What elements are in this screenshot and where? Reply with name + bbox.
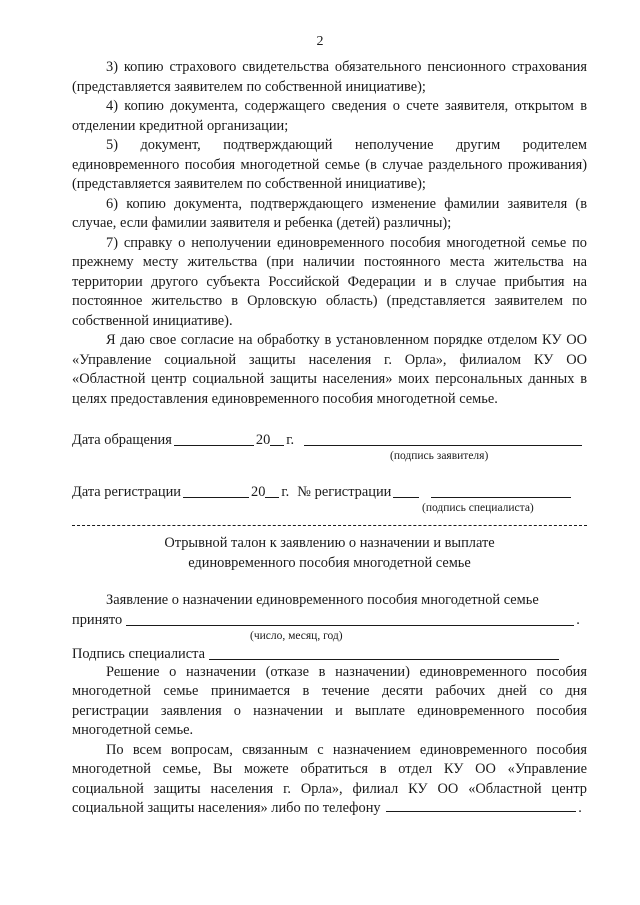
registration-date-field[interactable] [183, 483, 249, 498]
tearoff-title-line2: единовременного пособия многодетной семье [188, 554, 471, 571]
decision-paragraph: Решение о назначении (отказе в назначении) единовременного пособия многодетной семье принимается в течение десяти рабочих дней со дня регистрации заявления о назначении и выплате единовременного пособия многодетной семье. [72, 663, 587, 738]
specialist-signature-caption: (подпись специалиста) [422, 502, 534, 514]
list-item-6: 6) копию документа, подтверждающего изменение фамилии заявителя (в случае, если фамилии заявителя и ребенка (детей) различны); [72, 195, 587, 231]
application-date-field[interactable] [174, 431, 254, 446]
specialist-signature-field[interactable] [431, 483, 571, 498]
application-year-prefix: 20 [255, 432, 271, 448]
document-body [72, 58, 587, 819]
contact-paragraph: По всем вопросам, связанным с назначением единовременного пособия многодетной семье, Вы можете обратиться в отдел КУ ОО «Управление социальной защиты населения г. Орла», филиал КУ ОО «Областной центр социальной защиты населения» либо по телефону . [72, 741, 587, 816]
registration-date-label: Дата регистрации [72, 484, 182, 500]
application-date-row [72, 431, 587, 449]
registration-year-field[interactable] [265, 483, 279, 498]
tearoff-received-text: Заявление о назначении единовременного пособия многодетной семье [106, 592, 539, 608]
specialist-signature-label: Подпись специалиста [72, 645, 205, 662]
accepted-label: принято [72, 611, 123, 628]
accepted-date-caption: (число, месяц, год) [250, 629, 343, 642]
tear-line [72, 525, 587, 526]
registration-year-prefix: 20 [251, 484, 266, 500]
list-item-7: 7) справку о неполучении единовременного пособия многодетной семье по прежнему месту жительства (при наличии постоянного места жительства на территории другого субъекта Российской Федерации и в случае прибытия на постоянное жительство в Орловскую область) (представляется заявителем по собственной инициативе). [72, 234, 587, 329]
tearoff-specialist-signature-field[interactable] [209, 645, 559, 660]
application-year-suffix: г. [286, 432, 295, 448]
accepted-row: принято . [72, 611, 580, 628]
registration-row [72, 483, 587, 501]
application-year-field[interactable] [270, 431, 284, 446]
list-item-4: 4) копию документа, содержащего сведения о счете заявителя, открытом в отделении кредитной организации; [72, 98, 587, 134]
contact-text: По всем вопросам, связанным с назначением единовременного пособия многодетной семье, Вы можете обратиться в отдел КУ ОО «Управление социальной защиты населения г. Орла», филиал КУ ОО «Областной центр социальной защиты населения» либо по телефону [72, 741, 587, 816]
list-item-3: 3) копию страхового свидетельства обязательного пенсионного страхования (представляется заявителем по собственной инициативе); [72, 59, 587, 95]
list-item-5: 5) документ, подтверждающий неполучение другим родителем единовременного пособия многодетной семье (в случае раздельного проживания) (представляется заявителем по собственной инициативе); [72, 137, 587, 192]
applicant-signature-caption: (подпись заявителя) [390, 450, 489, 462]
phone-field[interactable] [386, 799, 576, 812]
registration-year-suffix: г. [281, 484, 290, 500]
specialist-row [72, 645, 587, 663]
applicant-signature-field[interactable] [304, 431, 582, 446]
registration-number-label: № регистрации [297, 484, 392, 500]
page-number: 2 [316, 34, 324, 49]
tearoff-title-line1: Отрывной талон к заявлению о назначении и выплате [164, 535, 495, 551]
consent-paragraph: Я даю свое согласие на обработку в установленном порядке отделом КУ ОО «Управление социальной защиты населения г. Орла», филиалом КУ ОО «Областной центр социальной защиты населения» моих персональных данных в целях предоставления единовременного пособия многодетной семье. [72, 332, 587, 407]
accepted-date-field[interactable] [126, 611, 574, 626]
application-date-label: Дата обращения [72, 432, 172, 448]
registration-number-field[interactable] [393, 483, 419, 498]
